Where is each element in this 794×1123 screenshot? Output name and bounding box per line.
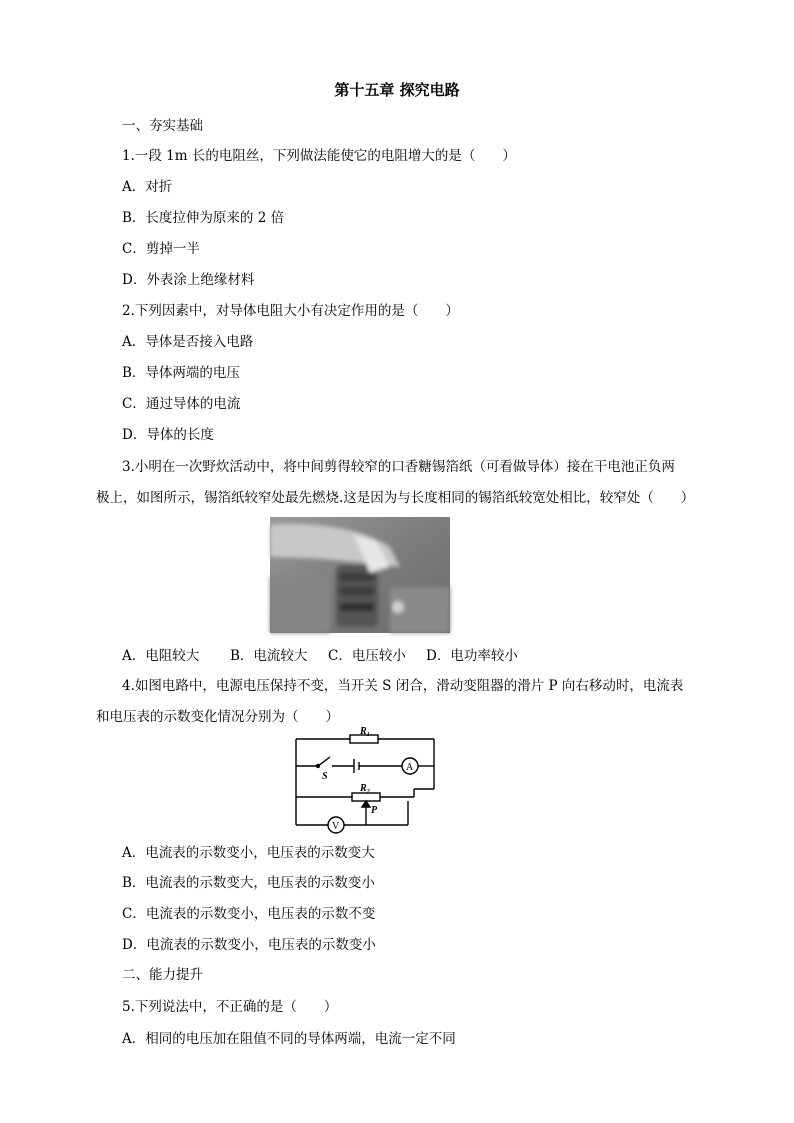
question-3-option-b: B．电流较大 [230, 648, 308, 664]
question-4-option-a: A．电流表的示数变小，电压表的示数变大 [122, 845, 375, 861]
question-2-option-b: B．导体两端的电压 [122, 365, 240, 381]
question-3-option-c: C．电压较小 [328, 648, 406, 664]
question-3-option-a: A．电阻较大 [122, 648, 200, 664]
question-2-option-a: A．导体是否接入电路 [122, 334, 254, 350]
switch-label: S [322, 771, 328, 782]
ammeter-icon: A [406, 762, 414, 773]
question-2-stem: 2.下列因素中，对导体电阻大小有决定作用的是（ ） [122, 303, 459, 319]
circuit-diagram [290, 726, 440, 835]
question-1-option-d: D．外表涂上绝缘材料 [122, 272, 255, 288]
question-2-option-c: C．通过导体的电流 [122, 396, 241, 412]
question-4-option-b: B．电流表的示数变大，电压表的示数变小 [122, 875, 375, 891]
question-4-stem-line-2: 和电压表的示数变化情况分别为（ ） [96, 709, 339, 725]
r1-label: R₁ [360, 726, 371, 737]
voltmeter-icon: V [332, 821, 340, 832]
question-2-option-d: D．导体的长度 [122, 427, 214, 443]
section-heading-basic: 一、夯实基础 [122, 118, 203, 134]
question-3-stem-line-1: 3.小明在一次野炊活动中，将中间剪得较窄的口香糖锡箔纸（可看做导体）接在干电池正负两 [122, 459, 675, 475]
question-4-option-d: D．电流表的示数变小，电压表的示数变小 [122, 937, 376, 953]
question-4-option-c: C．电流表的示数变小，电压表的示数不变 [122, 906, 376, 922]
page-title: 第十五章 探究电路 [334, 81, 460, 99]
r2-label: R₂ [360, 783, 371, 794]
question-5-option-a: A．相同的电压加在阻值不同的导体两端，电流一定不同 [122, 1031, 456, 1047]
question-1-option-a: A．对折 [122, 179, 173, 195]
question-1-option-b: B．长度拉伸为原来的 2 倍 [122, 210, 285, 226]
foil-battery-photo [270, 517, 450, 633]
question-1-option-c: C．剪掉一半 [122, 241, 200, 257]
slider-label: P [371, 805, 378, 816]
question-4-stem-line-1: 4.如图电路中，电源电压保持不变，当开关 S 闭合，滑动变阻器的滑片 P 向右移动时，电流表 [122, 678, 684, 694]
question-3-stem-line-2: 极上，如图所示，锡箔纸较窄处最先燃烧.这是因为与长度相同的锡箔纸较宽处相比，较窄处（ ） [96, 490, 695, 506]
question-1-stem: 1.一段 1m 长的电阻丝，下列做法能使它的电阻增大的是（ ） [122, 148, 516, 164]
question-3-options [122, 647, 518, 665]
question-5-stem: 5.下列说法中，不正确的是（ ） [122, 999, 338, 1015]
section-heading-advanced: 二、能力提升 [122, 967, 203, 983]
question-3-option-d: D．电功率较小 [426, 648, 518, 664]
